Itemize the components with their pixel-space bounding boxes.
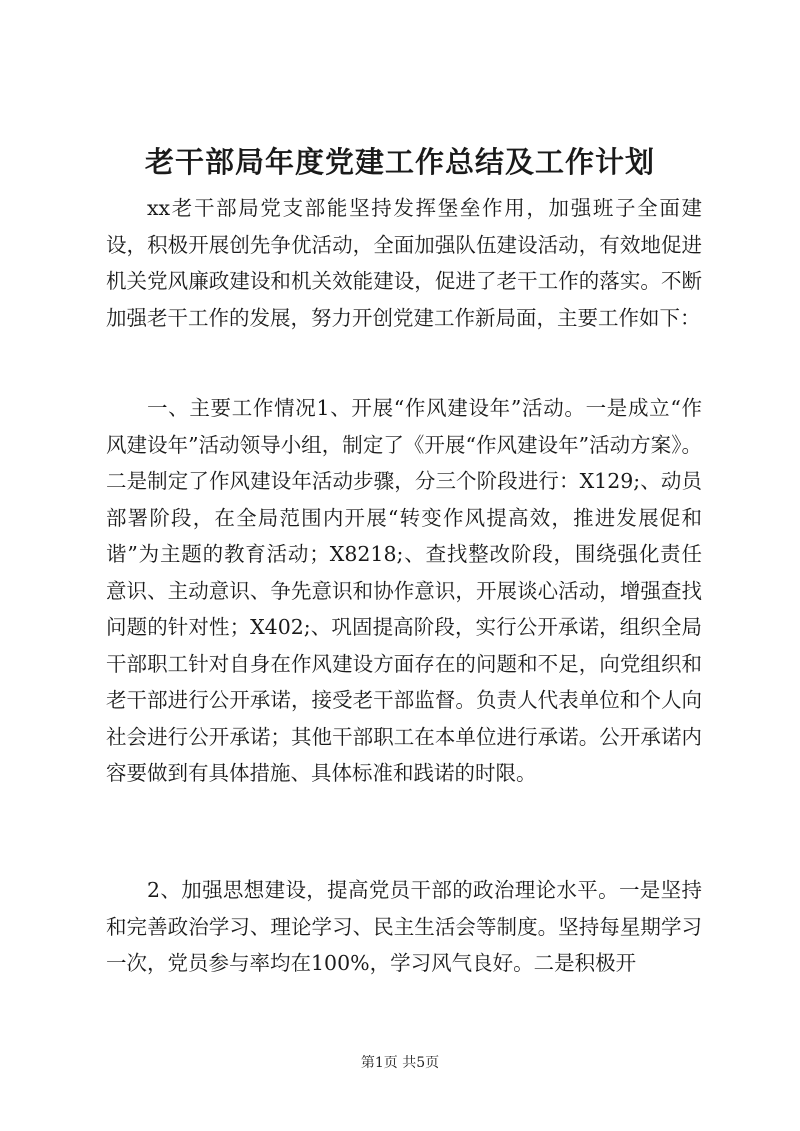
page-footer: 第1页 共5页 (360, 1055, 440, 1071)
paragraph-work-situation: 一、主要工作情况1、开展“作风建设年”活动。一是成立“作风建设年”活动领导小组，制定了《开展“作风建设年”活动方案》。二是制定了作风建设年活动步骤，分三个阶段进行：X129;、动员部署阶段，在全局范围内开展“转变作风提高效，推进发展促和谐”为主题的教育活动；X8218;、查找整改阶段，围绕强化责任意识、主动意识、争先意识和协作意识，开展谈心活动，增强查找问题的针对性；X402;、巩固提高阶段，实行公开承诺，组织全局干部职工针对自身在作风建设方面存在的问题和不足，向党组织和老干部进行公开承诺，接受老干部监督。负责人代表单位和个人向社会进行公开承诺；其他干部职工在本单位进行承诺。公开承诺内容要做到有具体措施、具体标准和践诺的时限。 (106, 396, 702, 785)
paragraph-ideology: 2、加强思想建设，提高党员干部的政治理论水平。一是坚持和完善政治学习、理论学习、民主生活会等制度。坚持每星期学习一次，党员参与率均在100%，学习风气良好。二是积极开 (106, 878, 702, 975)
paragraph-intro: xx老干部局党支部能坚持发挥堡垒作用，加强班子全面建设，积极开展创先争优活动，全面加强队伍建设活动，有效地促进机关党风廉政建设和机关效能建设，促进了老干工作的落实。不断加强老干工作的发展，努力开创党建工作新局面，主要工作如下： (106, 196, 702, 330)
document-title: 老干部局年度党建工作总结及工作计划 (144, 145, 655, 179)
